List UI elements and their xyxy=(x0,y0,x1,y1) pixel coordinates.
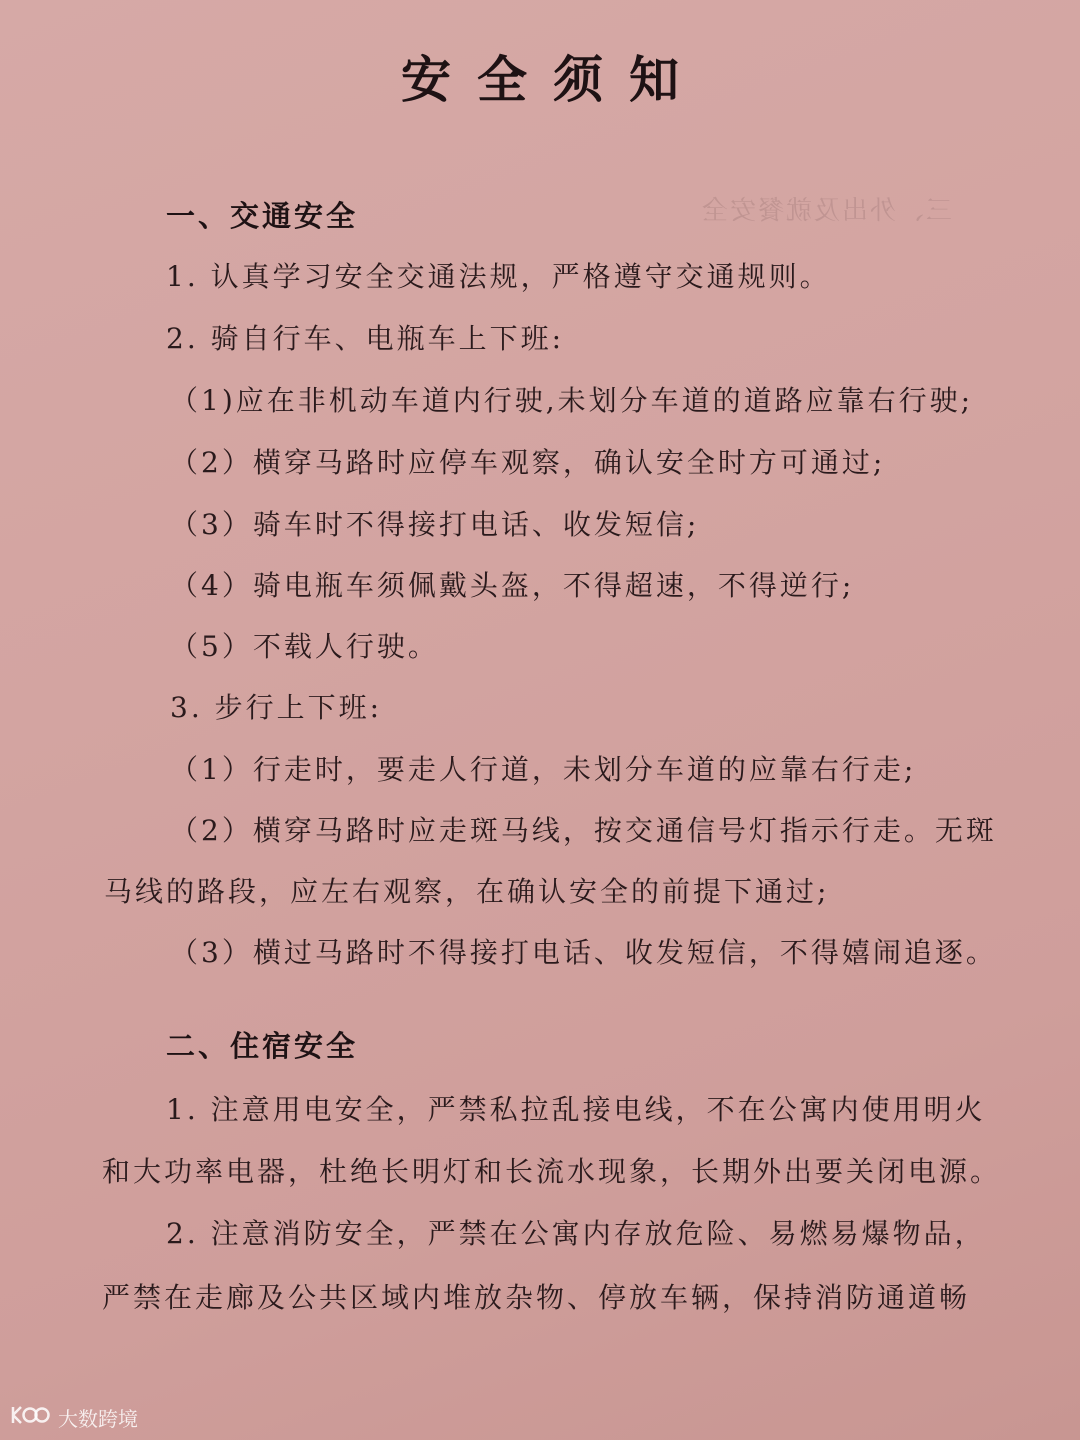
paragraph-line: 3. 步行上下班: xyxy=(170,691,383,724)
paragraph-line: 和大功率电器，杜绝长明灯和长流水现象，长期外出要关闭电源。 xyxy=(102,1155,1002,1188)
paragraph-line: （1）行走时，要走人行道，未划分车道的应靠右行走; xyxy=(170,753,917,786)
paragraph-line: 2. 注意消防安全，严禁在公寓内存放危险、易燃易爆物品， xyxy=(166,1217,986,1250)
show-through-texture: 三、外出及就餐安全 xyxy=(700,196,953,226)
kt-logo-icon xyxy=(10,1404,50,1431)
paragraph-line: 严禁在走廊及公共区域内堆放杂物、停放车辆，保持消防通道畅 xyxy=(102,1281,971,1314)
paragraph-line: （4）骑电瓶车须佩戴头盔，不得超速，不得逆行; xyxy=(170,569,855,602)
paragraph-line: 马线的路段，应左右观察，在确认安全的前提下通过; xyxy=(104,875,830,908)
paragraph-line: 1. 注意用电安全，严禁私拉乱接电线，不在公寓内使用明火 xyxy=(166,1093,986,1126)
section-heading-traffic: 一、交通安全 xyxy=(166,199,359,233)
paragraph-line: 2. 骑自行车、电瓶车上下班: xyxy=(166,322,565,355)
watermark-text: 大数跨境 xyxy=(58,1407,138,1431)
paragraph-line: （5）不载人行驶。 xyxy=(170,630,439,663)
paragraph-line: （2）横穿马路时应停车观察，确认安全时方可通过; xyxy=(170,446,886,479)
paragraph-line: （2）横穿马路时应走斑马线，按交通信号灯指示行走。无斑 xyxy=(170,814,997,847)
paragraph-line: （3）骑车时不得接打电话、收发短信; xyxy=(170,508,700,541)
paragraph-line: （3）横过马路时不得接打电话、收发短信，不得嬉闹追逐。 xyxy=(170,936,997,969)
section-heading-dormitory: 二、住宿安全 xyxy=(166,1029,359,1063)
watermark xyxy=(10,1403,138,1432)
paragraph-line: 1. 认真学习安全交通法规，严格遵守交通规则。 xyxy=(166,260,831,293)
page-title: 安全须知 xyxy=(401,51,705,109)
paragraph-line: （1)应在非机动车道内行驶,未划分车道的道路应靠右行驶; xyxy=(170,384,974,417)
